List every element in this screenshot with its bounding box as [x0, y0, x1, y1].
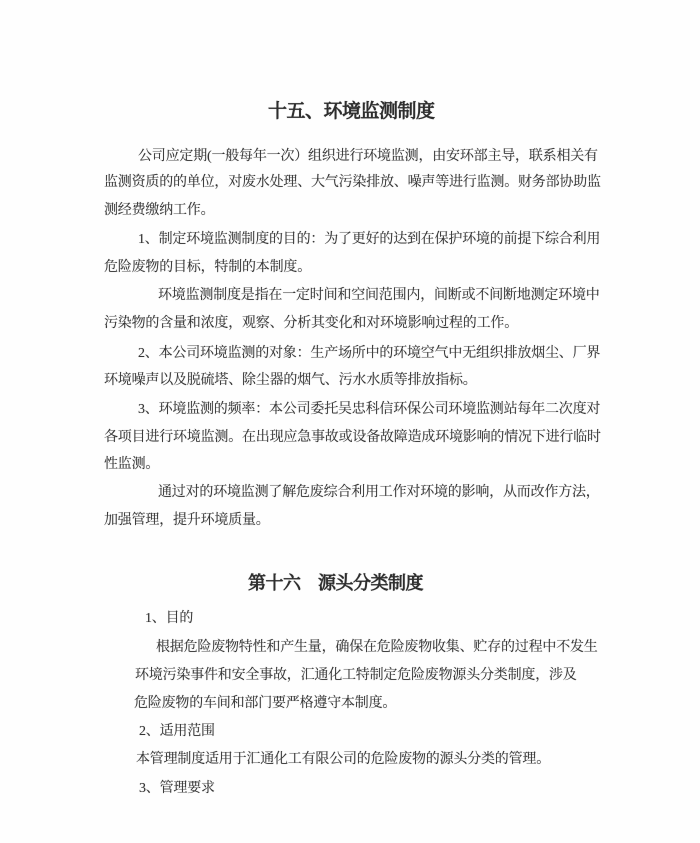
text-line: 测经费缴纳工作。	[104, 203, 215, 218]
section-15-title: 十五、环境监测制度	[268, 101, 435, 122]
text-line: 环境噪声以及脱硫塔、除尘器的烟气、污水水质等排放指标。	[104, 373, 477, 388]
text-line: 危险废物的目标，特制的本制度。	[104, 260, 311, 275]
text-line: 环境监测制度是指在一定时间和空间范围内，间断或不间断地测定环境中	[158, 288, 600, 303]
text-line: 根据危险废物特性和产生量，确保在危险废物收集、贮存的过程中不发生	[156, 640, 598, 655]
text-line: 1、目的	[145, 611, 194, 626]
text-line: 通过对的环境监测了解危废综合利用工作对环境的影响，从而改作方法，	[158, 485, 600, 500]
section-16-title: 第十六 源头分类制度	[248, 573, 423, 593]
text-line: 环境污染事件和安全事故，汇通化工特制定危险废物源头分类制度，涉及	[135, 668, 577, 683]
text-line: 本管理制度适用于汇通化工有限公司的危险废物的源头分类的管理。	[136, 752, 550, 767]
text-line: 加强管理，提升环境质量。	[104, 513, 270, 528]
text-line: 公司应定期(一般每年一次）组织进行环境监测，由安环部主导，联系相关有	[138, 149, 598, 164]
text-line: 各项目进行环境监测。在出现应急事故或设备故障造成环境影响的情况下进行临时	[104, 430, 601, 445]
text-line: 1、制定环境监测制度的目的：为了更好的达到在保护环境的前提下综合利用	[138, 232, 601, 247]
text-line: 3、管理要求	[139, 781, 215, 796]
text-line: 监测资质的的单位，对废水处理、大气污染排放、噪声等进行监测。财务部协助监	[104, 175, 601, 190]
text-line: 污染物的含量和浓度，观察、分析其变化和对环境影响过程的工作。	[104, 316, 518, 331]
text-line: 2、本公司环境监测的对象：生产场所中的环境空气中无组织排放烟尘、厂界	[138, 346, 601, 361]
text-line: 性监测。	[104, 457, 160, 472]
text-line: 3、环境监测的频率：本公司委托吴忠科信环保公司环境监测站每年二次度对	[138, 402, 601, 417]
text-line: 2、适用范围	[139, 724, 215, 739]
text-line: 危险废物的车间和部门要严格遵守本制度。	[134, 696, 397, 711]
